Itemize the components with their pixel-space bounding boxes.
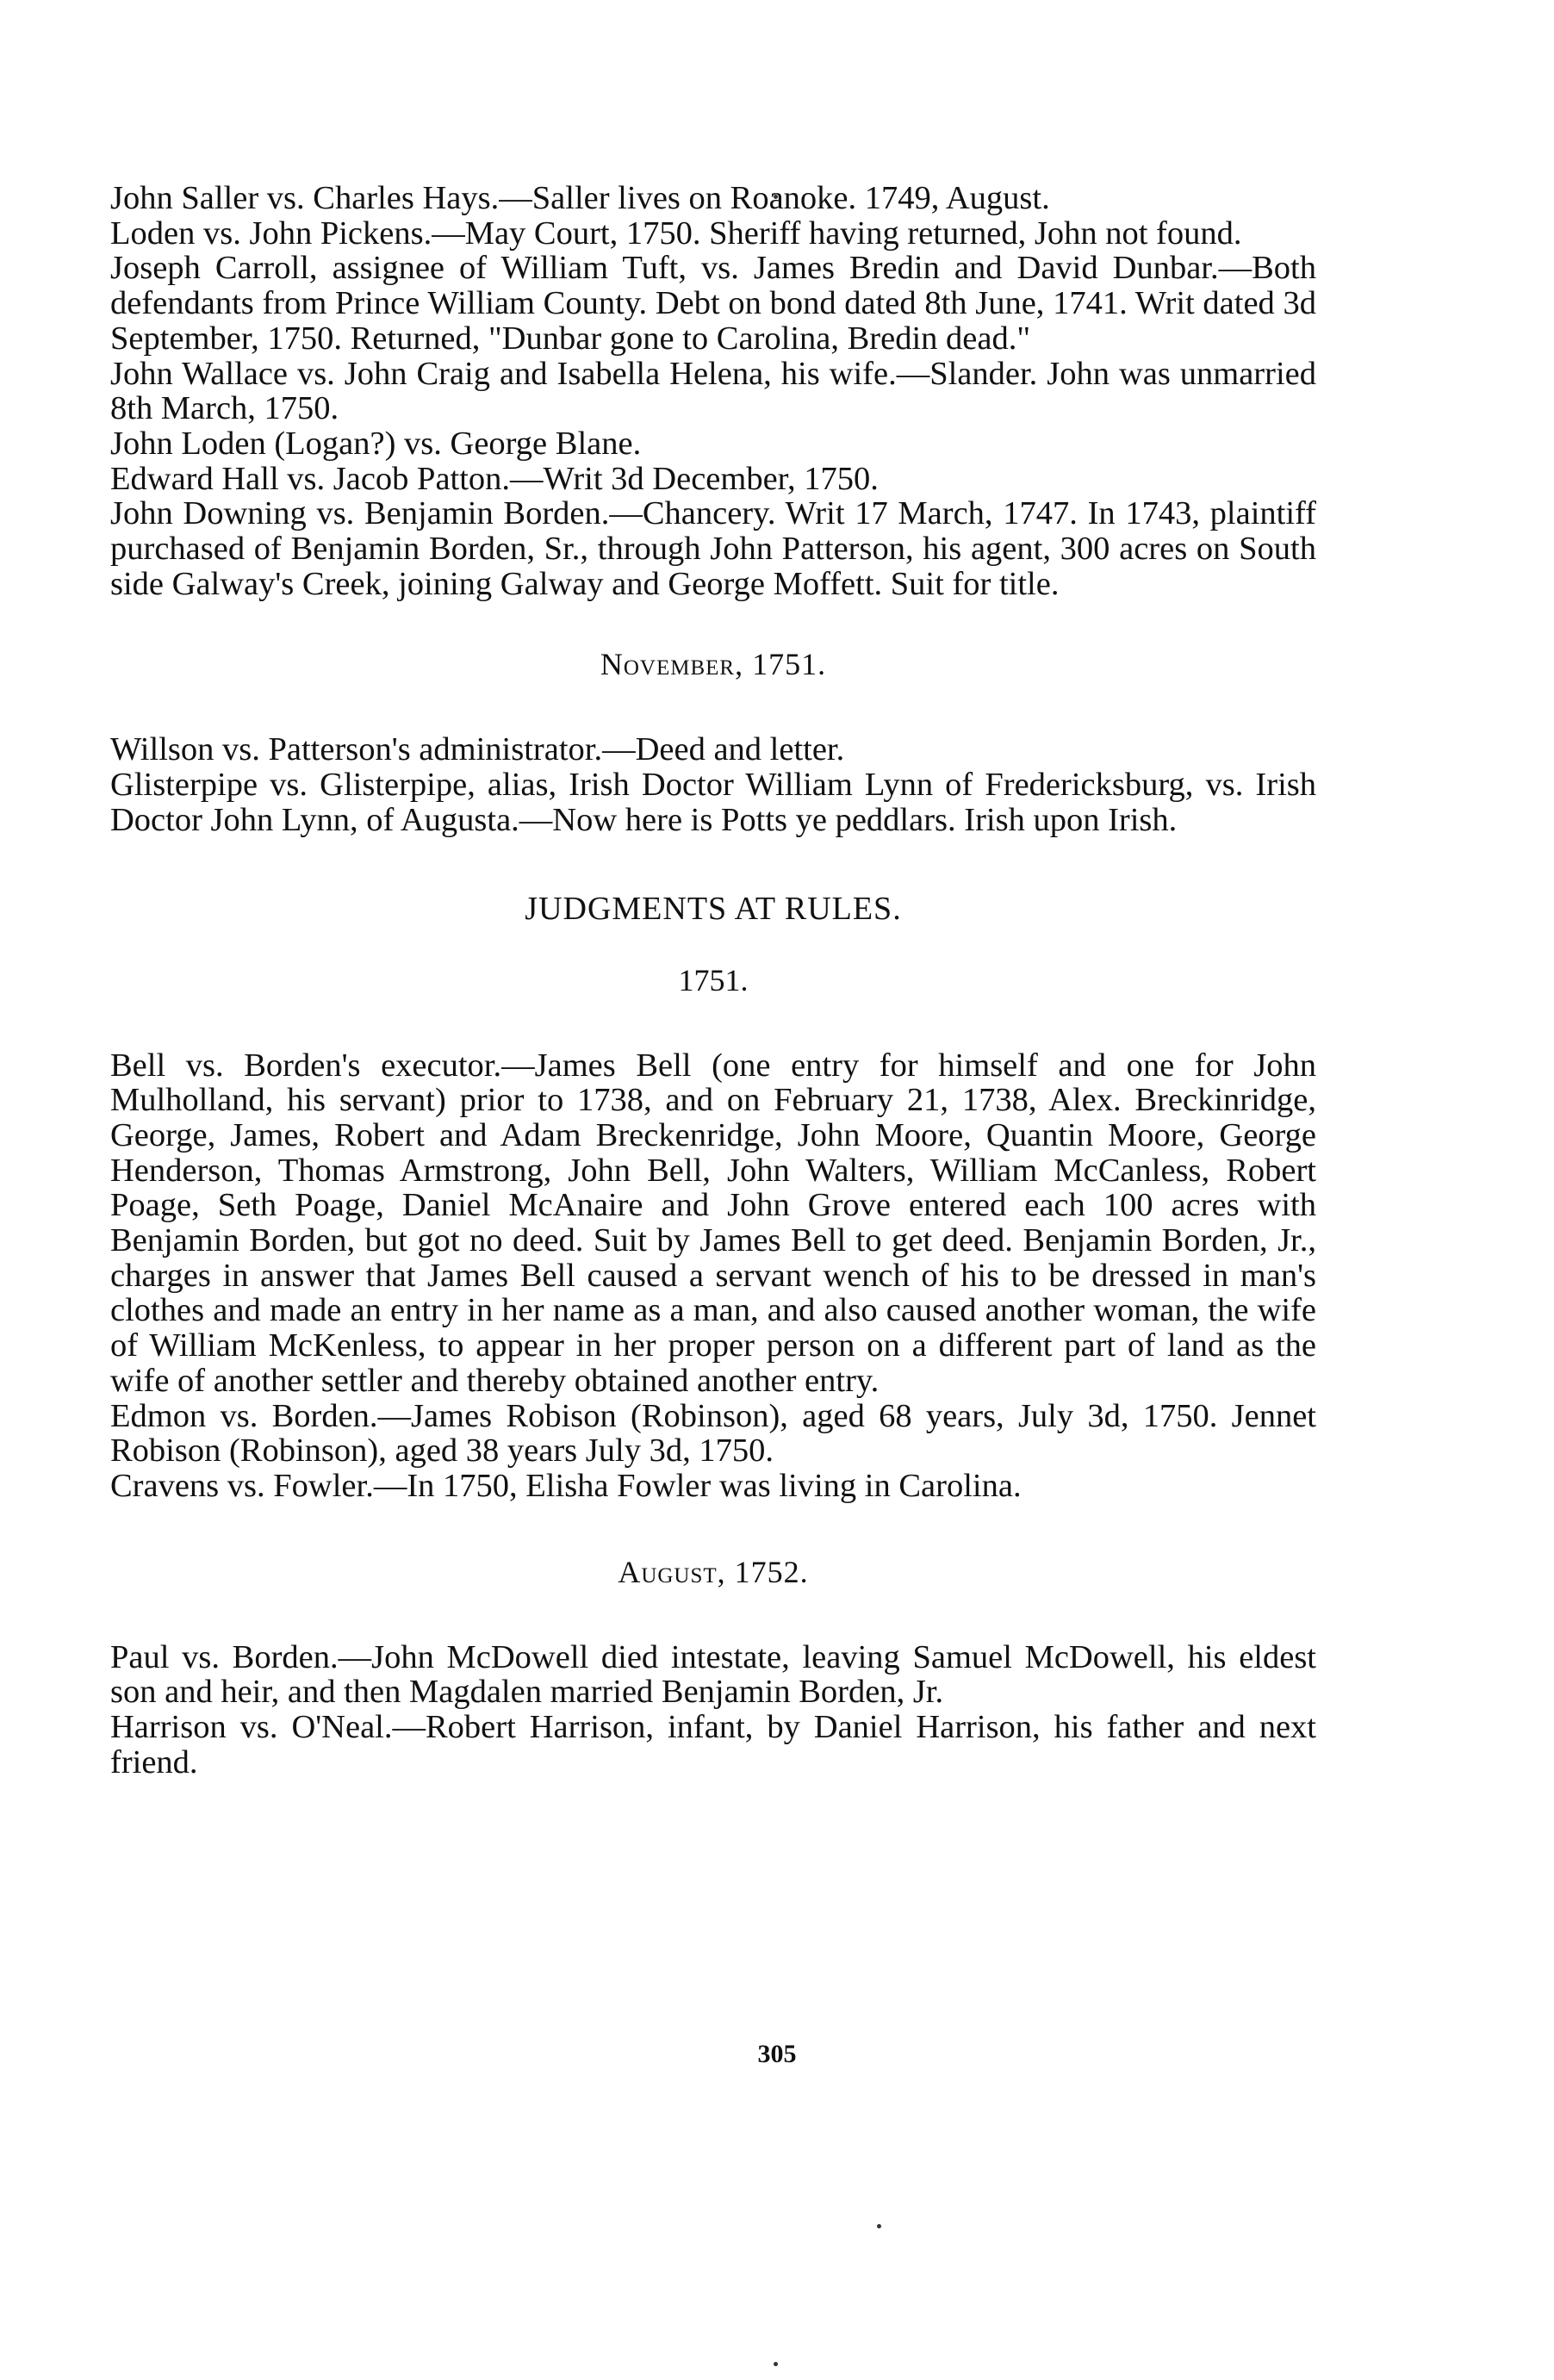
entry-loden-pickens: Loden vs. John Pickens.—May Court, 1750. Sheriff having returned, John not found. bbox=[110, 214, 1242, 252]
page-number: 305 bbox=[757, 2040, 797, 2068]
heading-august-1752: August, 1752. bbox=[618, 1554, 809, 1589]
entry-willson-patterson: Willson vs. Patterson's administrator.—Deed and letter. bbox=[110, 731, 845, 768]
entry-cravens-fowler: Cravens vs. Fowler.—In 1750, Elisha Fowler was living in Carolina. bbox=[110, 1467, 1022, 1504]
entry-paul-borden: Paul vs. Borden.—John McDowell died intestate, leaving Samuel McDowell, his eldest son and heir, and then Magdalen married Benjamin Borden, Jr. bbox=[110, 1638, 1316, 1711]
entry-carroll-bredin: Joseph Carroll, assignee of William Tuft, vs. James Bredin and David Dunbar.—Both defendants from Prince William County. Debt on bond dated 8th June, 1741. Writ dated 3d September, 1750. Returned, "Dunbar gone to Carolina, Bredin dead." bbox=[110, 250, 1316, 357]
entry-wallace-craig: John Wallace vs. John Craig and Isabella Helena, his wife.—Slander. John was unmarried 8th March, 1750. bbox=[110, 355, 1316, 427]
entry-hall-patton: Edward Hall vs. Jacob Patton.—Writ 3d December, 1750. bbox=[110, 460, 879, 497]
heading-judgments-at-rules: JUDGMENTS AT RULES. bbox=[525, 890, 902, 927]
entry-downing-borden: John Downing vs. Benjamin Borden.—Chancery. Writ 17 March, 1747. In 1743, plaintiff purchased of Benjamin Borden, Sr., through John Patterson, his agent, 300 acres on South side Galway's Creek, joining Galway and George Moffett. Suit for title. bbox=[110, 495, 1316, 602]
page-body bbox=[110, 181, 1316, 1780]
entry-harrison-oneal: Harrison vs. O'Neal.—Robert Harrison, infant, by Daniel Harrison, his father and next friend. bbox=[110, 1709, 1316, 1780]
heading-november-1751: November, 1751. bbox=[600, 647, 827, 682]
scan-speck bbox=[877, 2224, 881, 2228]
heading-year-1751: 1751. bbox=[678, 962, 749, 997]
scan-speck bbox=[774, 2362, 778, 2366]
entry-loden-blane: John Loden (Logan?) vs. George Blane. bbox=[110, 425, 642, 462]
entry-saller-hays: John Saller vs. Charles Hays.—Saller lives on Roanoke. 1749, August. bbox=[110, 180, 1050, 216]
entry-edmon-borden: Edmon vs. Borden.—James Robison (Robinson), aged 68 years, July 3d, 1750. Jennet Robison (Robinson), aged 38 years July 3d, 1750. bbox=[110, 1397, 1316, 1470]
entry-bell-borden: Bell vs. Borden's executor.—James Bell (one entry for himself and one for John Mulholland, his servant) prior to 1738, and on February 21, 1738, Alex. Breckinridge, George, James, Robert and Adam Breckenridge, John Moore, Quantin Moore, George Henderson, Thomas Armstrong, John Bell, John Walters, William McCanless, Robert Poage, Seth Poage, Daniel McAnaire and John Grove entered each 100 acres with Benjamin Borden, but got no deed. Suit by James Bell to get deed. Benjamin Borden, Jr., charges in answer that James Bell caused a servant wench of his to be dressed in man's clothes and made an entry in her name as a man, and also caused another woman, the wife of William McKenless, to appear in her proper person on a different part of land as the wife of another settler and thereby obtained another entry. bbox=[110, 1047, 1316, 1399]
entry-glisterpipe: Glisterpipe vs. Glisterpipe, alias, Irish Doctor William Lynn of Fredericksburg, vs. Irish Doctor John Lynn, of Augusta.—Now here is Potts ye peddlars. Irish upon Irish. bbox=[110, 767, 1316, 838]
